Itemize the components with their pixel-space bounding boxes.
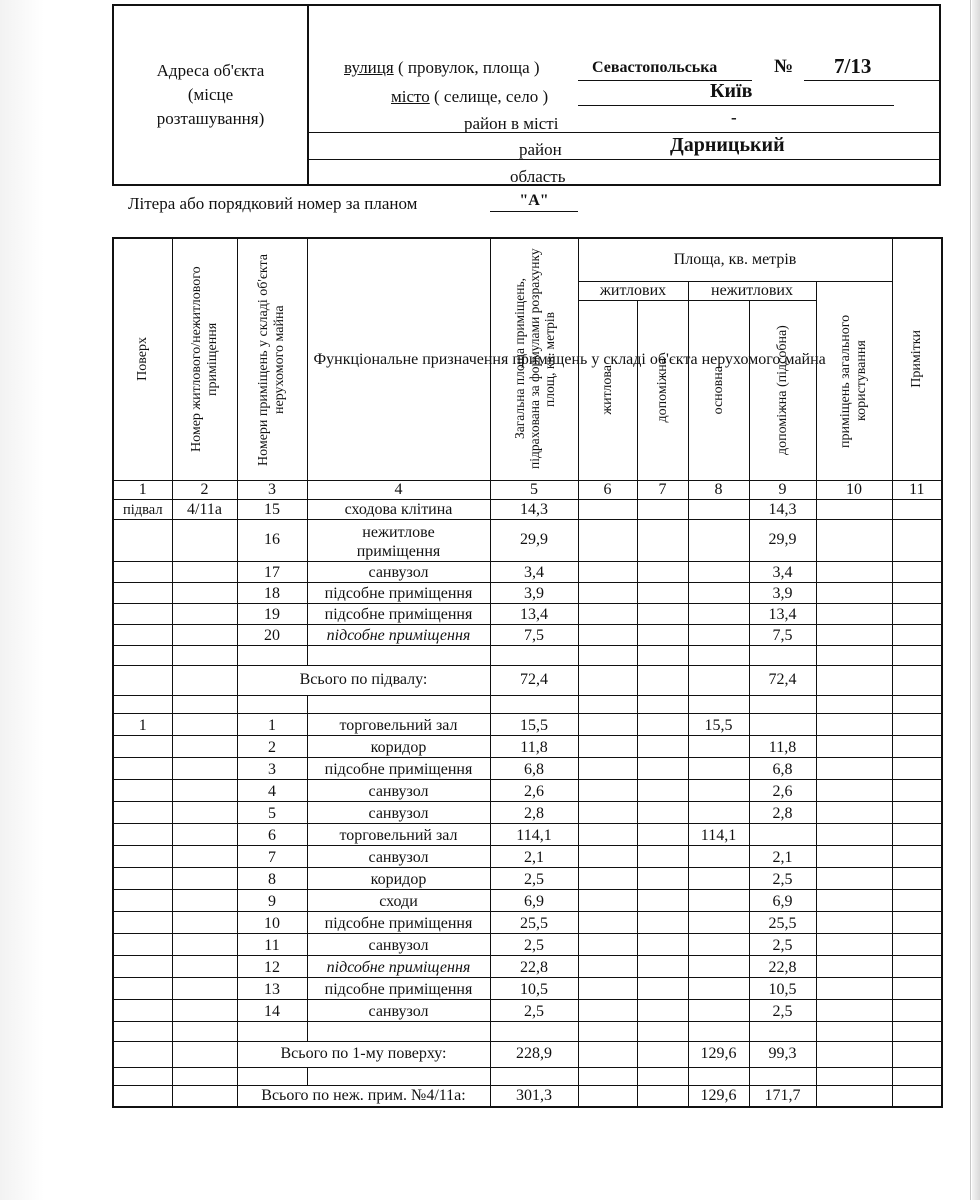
- main-cell: [688, 845, 749, 867]
- main-cell: [688, 757, 749, 779]
- city-label: місто ( селище, село ): [391, 87, 549, 106]
- room-cell: 12: [237, 955, 307, 977]
- total-cell: 7,5: [490, 624, 578, 645]
- basement-total-value: 72,4: [490, 665, 578, 695]
- litera-value: "А": [490, 192, 578, 212]
- header-res-aux: допоміжна: [637, 300, 688, 480]
- function-cell: коридор: [307, 867, 490, 889]
- main-cell: [688, 519, 749, 561]
- floor1-total-label: Всього по 1-му поверху:: [237, 1041, 490, 1067]
- main-cell: [688, 582, 749, 603]
- aux-cell: 2,5: [749, 999, 816, 1021]
- number-sign: №: [774, 56, 794, 77]
- premises-cell: 4/11а: [172, 499, 237, 519]
- region-label: область: [510, 167, 566, 186]
- main-cell: [688, 499, 749, 519]
- aux-cell: 25,5: [749, 911, 816, 933]
- aux-cell: [749, 713, 816, 735]
- aux-cell: 10,5: [749, 977, 816, 999]
- table-row: [113, 867, 942, 889]
- floor1-total-row: [113, 1041, 942, 1067]
- main-cell: [688, 561, 749, 582]
- function-cell: санвузол: [307, 801, 490, 823]
- function-cell: підсобне приміщення: [307, 757, 490, 779]
- column-numbers-row: [113, 480, 942, 499]
- function-cell: підсобне приміщення: [307, 582, 490, 603]
- main-cell: [688, 911, 749, 933]
- aux-cell: 3,9: [749, 582, 816, 603]
- table-row: [113, 499, 942, 519]
- total-cell: 2,8: [490, 801, 578, 823]
- district-rule: [307, 159, 941, 160]
- function-cell: санвузол: [307, 999, 490, 1021]
- total-cell: 114,1: [490, 823, 578, 845]
- aux-cell: 2,5: [749, 867, 816, 889]
- basement-total-main: [688, 665, 749, 695]
- aux-cell: 29,9: [749, 519, 816, 561]
- header-non-residential: нежитлових: [688, 281, 816, 300]
- city-district-label: район в місті: [464, 114, 559, 133]
- total-cell: 3,4: [490, 561, 578, 582]
- floor1-total-main: 129,6: [688, 1041, 749, 1067]
- aux-cell: 11,8: [749, 735, 816, 757]
- function-cell: підсобне приміщення: [307, 624, 490, 645]
- header-function: Функціональне призначення приміщень у складі об'єкта нерухомого майна: [307, 238, 490, 480]
- address-caption-line3: розташування): [156, 109, 265, 128]
- header-nonres-main: основна: [688, 300, 749, 480]
- room-cell: 19: [237, 603, 307, 624]
- table-row: [113, 582, 942, 603]
- address-caption-line1: Адреса об'єкта: [156, 61, 265, 80]
- district-label: район: [519, 140, 562, 159]
- main-cell: [688, 624, 749, 645]
- total-cell: 3,9: [490, 582, 578, 603]
- table-row: [113, 561, 942, 582]
- table-row: [113, 823, 942, 845]
- aux-cell: 2,6: [749, 779, 816, 801]
- room-cell: 1: [237, 713, 307, 735]
- room-cell: 6: [237, 823, 307, 845]
- function-cell: підсобне приміщення: [307, 603, 490, 624]
- street-value: Севастопольська: [592, 59, 718, 76]
- table-row: [113, 889, 942, 911]
- total-cell: 2,5: [490, 999, 578, 1021]
- grand-total-aux: 171,7: [749, 1085, 816, 1107]
- table-row: [113, 735, 942, 757]
- scan-left-shade: [0, 0, 44, 1200]
- table-row-empty: [113, 645, 942, 665]
- room-cell: 11: [237, 933, 307, 955]
- header-premises-no: Номер житлового/нежитлового приміщення: [172, 238, 237, 480]
- total-cell: 2,5: [490, 933, 578, 955]
- function-cell: коридор: [307, 735, 490, 757]
- main-cell: 114,1: [688, 823, 749, 845]
- function-cell: сходи: [307, 889, 490, 911]
- col-num-9: 9: [749, 480, 816, 499]
- total-cell: 25,5: [490, 911, 578, 933]
- scan-edge-line: [970, 0, 971, 1200]
- table-row: [113, 779, 942, 801]
- total-cell: 2,6: [490, 779, 578, 801]
- floor1-total-aux: 99,3: [749, 1041, 816, 1067]
- aux-cell: 22,8: [749, 955, 816, 977]
- table-row: [113, 911, 942, 933]
- total-cell: 11,8: [490, 735, 578, 757]
- room-cell: 2: [237, 735, 307, 757]
- col-num-1: 1: [113, 480, 172, 499]
- main-cell: [688, 955, 749, 977]
- room-cell: 8: [237, 867, 307, 889]
- table-row-empty: [113, 1067, 942, 1085]
- aux-cell: 6,8: [749, 757, 816, 779]
- table-row: [113, 977, 942, 999]
- header-common-use: приміщень загального користування: [816, 281, 892, 480]
- room-cell: 20: [237, 624, 307, 645]
- address-left-cell: [114, 6, 309, 184]
- room-cell: 17: [237, 561, 307, 582]
- col-num-7: 7: [637, 480, 688, 499]
- main-cell: [688, 801, 749, 823]
- street-label: вулиця ( провулок, площа ): [344, 58, 540, 77]
- main-cell: [688, 735, 749, 757]
- city-district-rule: [307, 132, 941, 133]
- room-cell: 3: [237, 757, 307, 779]
- room-cell: 10: [237, 911, 307, 933]
- col-num-4: 4: [307, 480, 490, 499]
- function-cell: нежитлове приміщення: [307, 519, 490, 561]
- col-num-3: 3: [237, 480, 307, 499]
- table-row: [113, 999, 942, 1021]
- table-row-empty: [113, 695, 942, 713]
- grand-total-value: 301,3: [490, 1085, 578, 1107]
- col-num-10: 10: [816, 480, 892, 499]
- header-residential: житлових: [578, 281, 688, 300]
- main-cell: [688, 889, 749, 911]
- total-cell: 15,5: [490, 713, 578, 735]
- city-district-value: -: [731, 108, 737, 127]
- premises-table: [112, 237, 943, 1108]
- header-res-main: житлова: [578, 300, 637, 480]
- grand-total-row: [113, 1085, 942, 1107]
- total-cell: 13,4: [490, 603, 578, 624]
- header-floor: Поверх: [113, 238, 172, 480]
- city-underline: [578, 105, 894, 106]
- table-row: [113, 845, 942, 867]
- header-notes: Примітки: [892, 238, 942, 480]
- header-area-group: Площа, кв. метрів: [578, 238, 892, 281]
- col-num-11: 11: [892, 480, 942, 499]
- number-underline: [804, 80, 939, 81]
- function-cell: санвузол: [307, 779, 490, 801]
- aux-cell: 2,5: [749, 933, 816, 955]
- total-cell: 6,9: [490, 889, 578, 911]
- room-cell: 9: [237, 889, 307, 911]
- room-cell: 15: [237, 499, 307, 519]
- total-cell: 2,5: [490, 867, 578, 889]
- room-cell: 13: [237, 977, 307, 999]
- number-value: 7/13: [834, 54, 872, 78]
- litera-label: Літера або порядковий номер за планом: [128, 194, 418, 213]
- main-cell: [688, 999, 749, 1021]
- main-cell: [688, 867, 749, 889]
- grand-total-label: Всього по неж. прим. №4/11а:: [237, 1085, 490, 1107]
- main-cell: [688, 779, 749, 801]
- room-cell: 7: [237, 845, 307, 867]
- basement-total-label: Всього по підвалу:: [237, 665, 490, 695]
- col-num-5: 5: [490, 480, 578, 499]
- aux-cell: 14,3: [749, 499, 816, 519]
- aux-cell: 13,4: [749, 603, 816, 624]
- aux-cell: 6,9: [749, 889, 816, 911]
- address-block: [112, 4, 941, 186]
- aux-cell: 7,5: [749, 624, 816, 645]
- function-cell: сходова клітина: [307, 499, 490, 519]
- col-num-6: 6: [578, 480, 637, 499]
- table-row: [113, 955, 942, 977]
- scan-page-edge: [972, 0, 980, 1200]
- main-cell: [688, 933, 749, 955]
- table-row: [113, 757, 942, 779]
- main-cell: [688, 977, 749, 999]
- room-cell: 5: [237, 801, 307, 823]
- city-value: Київ: [710, 80, 753, 102]
- function-cell: санвузол: [307, 933, 490, 955]
- table-row: [113, 624, 942, 645]
- floor-cell-1: 1: [113, 713, 172, 735]
- aux-cell: 3,4: [749, 561, 816, 582]
- header-total-area: Загальна площа приміщень, підрахована за формулами розрахунку площ, кв. метрів: [490, 238, 578, 480]
- function-cell: підсобне приміщення: [307, 955, 490, 977]
- aux-cell: [749, 823, 816, 845]
- table-row-empty: [113, 1021, 942, 1041]
- table-row: [113, 801, 942, 823]
- floor1-total-value: 228,9: [490, 1041, 578, 1067]
- col-num-2: 2: [172, 480, 237, 499]
- room-cell: 14: [237, 999, 307, 1021]
- col-num-8: 8: [688, 480, 749, 499]
- header-nonres-aux: допоміжна (підсобна): [749, 300, 816, 480]
- total-cell: 10,5: [490, 977, 578, 999]
- grand-total-main: 129,6: [688, 1085, 749, 1107]
- table-row: [113, 933, 942, 955]
- floor-cell-basement: підвал: [113, 499, 172, 519]
- function-cell: санвузол: [307, 561, 490, 582]
- function-cell: підсобне приміщення: [307, 911, 490, 933]
- room-cell: 18: [237, 582, 307, 603]
- aux-cell: 2,1: [749, 845, 816, 867]
- room-cell: 4: [237, 779, 307, 801]
- main-cell: 15,5: [688, 713, 749, 735]
- total-cell: 29,9: [490, 519, 578, 561]
- district-value: Дарницький: [670, 134, 785, 156]
- total-cell: 2,1: [490, 845, 578, 867]
- total-cell: 14,3: [490, 499, 578, 519]
- table-row: [113, 713, 942, 735]
- header-room-no: Номери приміщень у складі об'єкта нерухомого майна: [237, 238, 307, 480]
- main-cell: [688, 603, 749, 624]
- function-cell: підсобне приміщення: [307, 977, 490, 999]
- function-cell: торговельний зал: [307, 823, 490, 845]
- function-cell: торговельний зал: [307, 713, 490, 735]
- total-cell: 6,8: [490, 757, 578, 779]
- aux-cell: 2,8: [749, 801, 816, 823]
- address-caption-line2: (місце: [187, 85, 234, 104]
- function-cell: санвузол: [307, 845, 490, 867]
- room-cell: 16: [237, 519, 307, 561]
- table-row: [113, 603, 942, 624]
- basement-total-aux: 72,4: [749, 665, 816, 695]
- basement-total-row: [113, 665, 942, 695]
- total-cell: 22,8: [490, 955, 578, 977]
- table-row: [113, 519, 942, 561]
